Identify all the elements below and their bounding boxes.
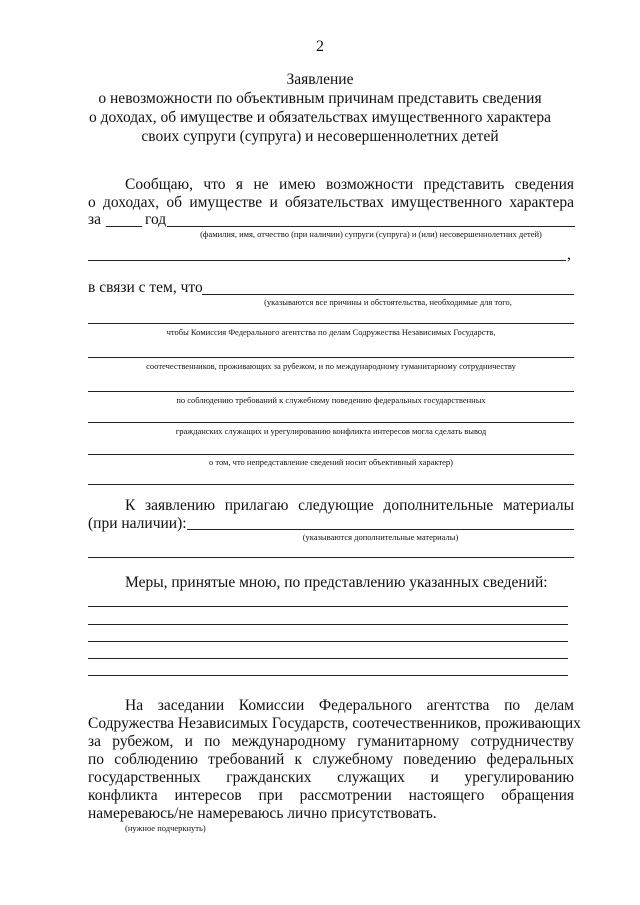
statement-line: о доходах, об имуществе и обязательствах имущественного характера	[88, 194, 574, 211]
attachments-field[interactable]	[187, 529, 574, 530]
reason-field[interactable]	[202, 294, 574, 295]
meeting-line: по соблюдению требований к служебному поведению федеральных	[88, 751, 574, 768]
page-number: 2	[316, 38, 324, 55]
measures-field[interactable]	[88, 624, 568, 625]
measures-field[interactable]	[88, 658, 568, 659]
reason-field[interactable]	[88, 422, 574, 423]
document-title-line: своих супруги (супруга) и несовершеннолетних детей	[141, 128, 499, 145]
reason-hint: о том, что непредставление сведений носит объективный характер)	[208, 457, 454, 467]
meeting-line: за рубежом, и по международному гуманитарному сотрудничеству	[88, 733, 574, 750]
comma: ,	[567, 246, 571, 263]
measures-label: Меры, принятые мною, по представлению указанных сведений:	[125, 574, 548, 591]
measures-field[interactable]	[88, 675, 568, 676]
meeting-line: государственных гражданских служащих и урегулированию	[88, 769, 574, 786]
measures-field[interactable]	[88, 606, 568, 607]
attachments-label: (при наличии):	[88, 515, 187, 532]
reason-field[interactable]	[88, 357, 574, 358]
name-field-continued[interactable]	[88, 260, 566, 261]
reason-hint: (указываются все причины и обстоятельства, необходимые для того,	[264, 297, 512, 307]
reason-hint: соотечественников, проживающих за рубежом, и по международному гуманитарному сотрудничеству	[146, 361, 516, 371]
reason-field[interactable]	[88, 454, 574, 455]
reason-hint: чтобы Комиссия Федерального агентства по делам Содружества Независимых Государств,	[166, 327, 496, 337]
reason-field[interactable]	[88, 391, 574, 392]
for-label: за	[88, 211, 102, 228]
measures-field[interactable]	[88, 641, 568, 642]
name-field-hint: (фамилия, имя, отчество (при наличии) супруги (супруга) и (или) несовершеннолетних детей)	[200, 229, 542, 239]
reason-field[interactable]	[88, 484, 574, 485]
statement-line: Сообщаю, что я не имею возможности представить сведения	[125, 176, 574, 193]
year-field[interactable]	[106, 226, 142, 227]
document-title-line: о доходах, об имуществе и обязательствах имущественного характера	[88, 109, 552, 126]
reason-label: в связи с тем, что	[88, 279, 203, 296]
meeting-line: На заседании Комиссии Федерального агентства по делам	[125, 697, 574, 714]
meeting-line: Содружества Независимых Государств, соотечественников, проживающих	[88, 715, 581, 732]
name-field[interactable]	[167, 226, 575, 227]
year-label: год	[145, 211, 167, 228]
reason-hint: гражданских служащих и урегулированию конфликта интересов могла сделать вывод	[175, 426, 487, 436]
document-title: Заявление	[286, 71, 354, 88]
attachments-field[interactable]	[88, 557, 574, 558]
document-title-line: о невозможности по объективным причинам представить сведения	[98, 90, 542, 107]
reason-hint: по соблюдению требований к служебному поведению федеральных государственных	[176, 395, 486, 405]
reason-field[interactable]	[88, 323, 574, 324]
underline-note: (нужное подчеркнуть)	[125, 823, 206, 833]
attachments-hint: (указываются дополнительные материалы)	[302, 532, 459, 542]
attachments-line: К заявлению прилагаю следующие дополнительные материалы	[125, 497, 574, 514]
meeting-line[interactable]: намереваюсь/не намереваюсь лично присутствовать.	[88, 805, 437, 822]
meeting-line: конфликта интересов при рассмотрении настоящего обращения	[88, 787, 574, 804]
